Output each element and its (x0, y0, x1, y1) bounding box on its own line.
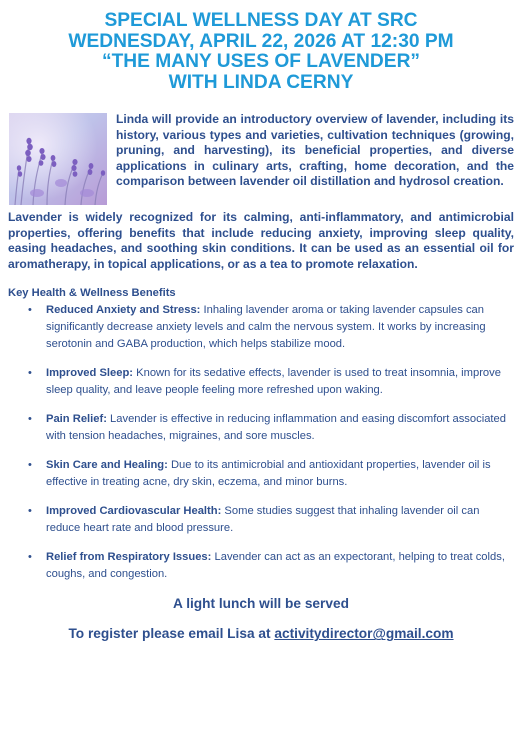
benefit-text: Due to its antimicrobial and antioxidant properties, lavender oil is effective in treating acne, dry skin, eczema, and minor burns. (46, 459, 491, 489)
lunch-notice: A light lunch will be served (173, 596, 349, 612)
benefit-title: Skin Care and Healing: (46, 459, 168, 472)
benefit-item (8, 549, 514, 583)
benefit-title: Improved Sleep: (46, 367, 134, 380)
benefit-title: Pain Relief: (46, 413, 107, 426)
benefit-item (8, 503, 514, 537)
bullet-icon: • (28, 367, 32, 380)
benefit-item (8, 302, 514, 353)
bullet-icon: • (28, 413, 32, 426)
benefit-text: Lavender can act as an expectorant, helping to treat colds, coughs, and congestion. (46, 551, 505, 581)
bullet-icon: • (28, 304, 32, 317)
benefit-title: Relief from Respiratory Issues: (46, 551, 212, 564)
lavender-image (9, 113, 107, 205)
benefit-text: Lavender is effective in reducing inflammation and easing discomfort associated with tension headaches, migraines, and sore muscles. (46, 413, 506, 443)
benefit-text: Inhaling lavender aroma or taking lavender capsules can significantly decrease anxiety levels and calm the nervous system. It works by increasing serotonin and GABA production, which helps stabilize mood. (46, 304, 486, 351)
register-line (8, 625, 514, 642)
title-line-3: “THE MANY USES OF LAVENDER” (101, 51, 421, 72)
intro-section (8, 112, 514, 205)
title-line-4: WITH LINDA CERNY (168, 71, 354, 93)
benefit-text: Some studies suggest that inhaling lavender oil can reduce heart rate and blood pressure. (46, 505, 480, 535)
benefits-heading: Key Health & Wellness Benefits (8, 287, 176, 300)
intro-paragraph: Linda will provide an introductory overview of lavender, including its history, various types and varieties, cultivation techniques (growing, pruning, and harvesting), its beneficial properties, and diverse applications in culinary arts, crafting, home decoration, and the comparison between lavender oil distillation and hydrosol creation. (116, 112, 514, 189)
bullet-icon: • (28, 551, 32, 564)
benefit-title: Reduced Anxiety and Stress: (46, 304, 201, 317)
overview-paragraph: Lavender is widely recognized for its calming, anti-inflammatory, and antimicrobial properties, offering benefits that include reducing anxiety, improving sleep quality, easing headaches, and soothing skin conditions. It can be used as an essential oil for aromatherapy, in topical applications, or as a tea to promote relaxation. (8, 210, 514, 271)
event-title (8, 0, 514, 93)
email-link[interactable]: activitydirector@gmail.com (274, 626, 454, 642)
benefit-text: Known for its sedative effects, lavender is used to treat insomnia, improve sleep quality, and leave people feeling more refreshed upon waking. (46, 367, 501, 397)
bullet-icon: • (28, 505, 32, 518)
title-line-2: WEDNESDAY, APRIL 22, 2026 AT 12:30 PM (68, 30, 454, 52)
benefits-list (8, 302, 514, 583)
bullet-icon: • (28, 459, 32, 472)
benefit-item (8, 457, 514, 491)
lavender-photo (9, 113, 107, 205)
benefit-item (8, 365, 514, 399)
benefit-title: Improved Cardiovascular Health: (46, 505, 222, 518)
title-line-1: SPECIAL WELLNESS DAY AT SRC (104, 10, 418, 31)
register-prefix: To register please email Lisa at (68, 626, 275, 642)
benefit-item (8, 411, 514, 445)
